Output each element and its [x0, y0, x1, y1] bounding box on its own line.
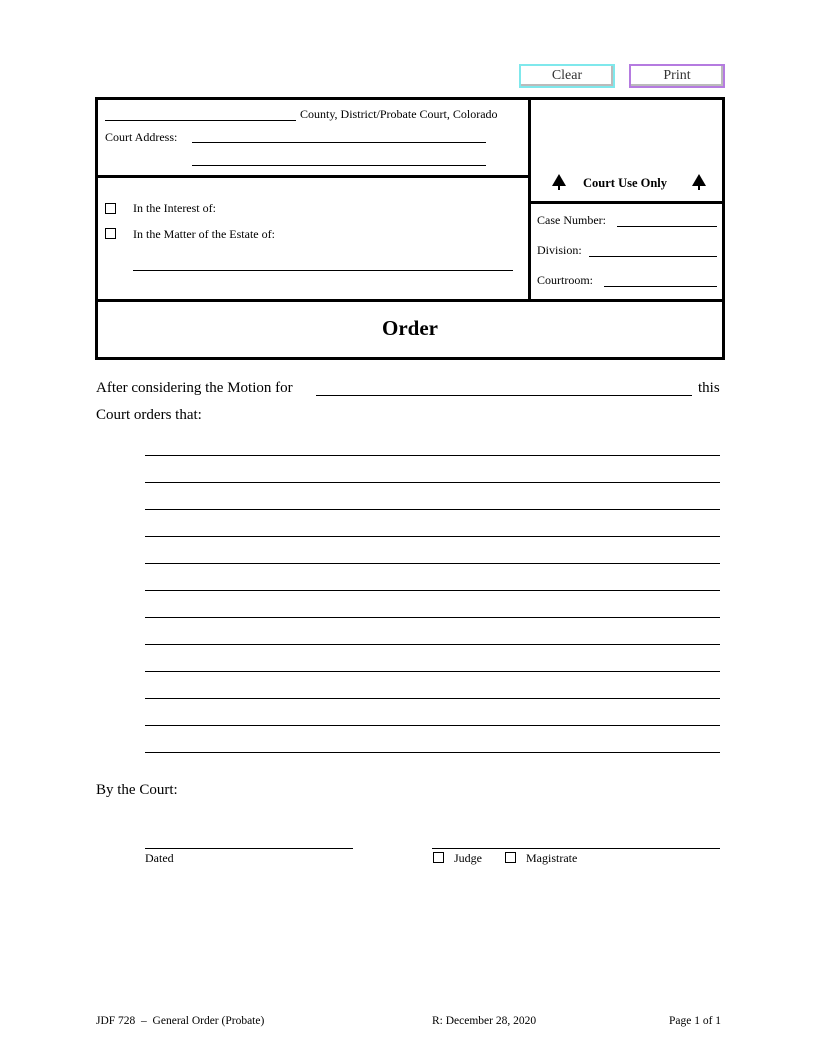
division-label: Division: — [537, 243, 582, 257]
motion-input[interactable] — [316, 379, 692, 396]
order-line-10[interactable] — [145, 684, 720, 699]
motion-suffix: this — [698, 380, 720, 396]
estate-label: In the Matter of the Estate of: — [133, 227, 275, 241]
order-line-9[interactable] — [145, 657, 720, 672]
court-address-input-2[interactable] — [192, 151, 486, 166]
footer-revision: R: December 28, 2020 — [432, 1015, 537, 1027]
by-the-court: By the Court: — [96, 782, 178, 798]
judge-checkbox[interactable] — [433, 852, 444, 863]
courtroom-label: Courtroom: — [537, 273, 593, 287]
clear-button[interactable]: Clear — [519, 64, 615, 88]
signature-input[interactable] — [432, 834, 720, 849]
order-line-3[interactable] — [145, 495, 720, 510]
court-suffix: County, District/Probate Court, Colorado — [300, 107, 498, 121]
footer-form-id: JDF 728 – General Order (Probate) — [96, 1015, 265, 1027]
motion-prefix: After considering the Motion for — [96, 380, 293, 396]
interest-label: In the Interest of: — [133, 201, 216, 215]
estate-checkbox[interactable] — [105, 228, 116, 239]
court-use-only: Court Use Only — [583, 176, 668, 190]
courtroom-input[interactable] — [604, 272, 717, 287]
order-line-1[interactable] — [145, 441, 720, 456]
order-line-5[interactable] — [145, 549, 720, 564]
print-button[interactable]: Print — [629, 64, 725, 88]
order-line-7[interactable] — [145, 603, 720, 618]
order-line-4[interactable] — [145, 522, 720, 537]
interest-checkbox[interactable] — [105, 203, 116, 214]
page-title: Order — [382, 316, 438, 340]
footer-page: Page 1 of 1 — [669, 1015, 722, 1027]
order-line-12[interactable] — [145, 738, 720, 753]
magistrate-label: Magistrate — [526, 851, 578, 865]
arrow-up-icon-left — [552, 174, 566, 186]
order-line-11[interactable] — [145, 711, 720, 726]
court-address-label: Court Address: — [105, 130, 178, 144]
party-name-input[interactable] — [133, 256, 513, 271]
dated-label: Dated — [145, 851, 174, 865]
arrow-up-icon-right-stem — [698, 186, 700, 190]
case-number-label: Case Number: — [537, 213, 606, 227]
magistrate-checkbox[interactable] — [505, 852, 516, 863]
order-line-8[interactable] — [145, 630, 720, 645]
order-line-2[interactable] — [145, 468, 720, 483]
judge-label: Judge — [454, 851, 482, 865]
caption-divider-left — [95, 175, 531, 178]
court-address-input-1[interactable] — [192, 128, 486, 143]
orders-line: Court orders that: — [96, 407, 202, 423]
arrow-up-icon-right — [692, 174, 706, 186]
division-input[interactable] — [589, 242, 717, 257]
caption-divider-right — [528, 201, 725, 204]
caption-divider-vertical — [528, 97, 531, 302]
dated-input[interactable] — [145, 834, 353, 849]
county-input[interactable] — [105, 106, 296, 121]
order-line-6[interactable] — [145, 576, 720, 591]
arrow-up-icon-left-stem — [558, 186, 560, 190]
case-number-input[interactable] — [617, 212, 717, 227]
